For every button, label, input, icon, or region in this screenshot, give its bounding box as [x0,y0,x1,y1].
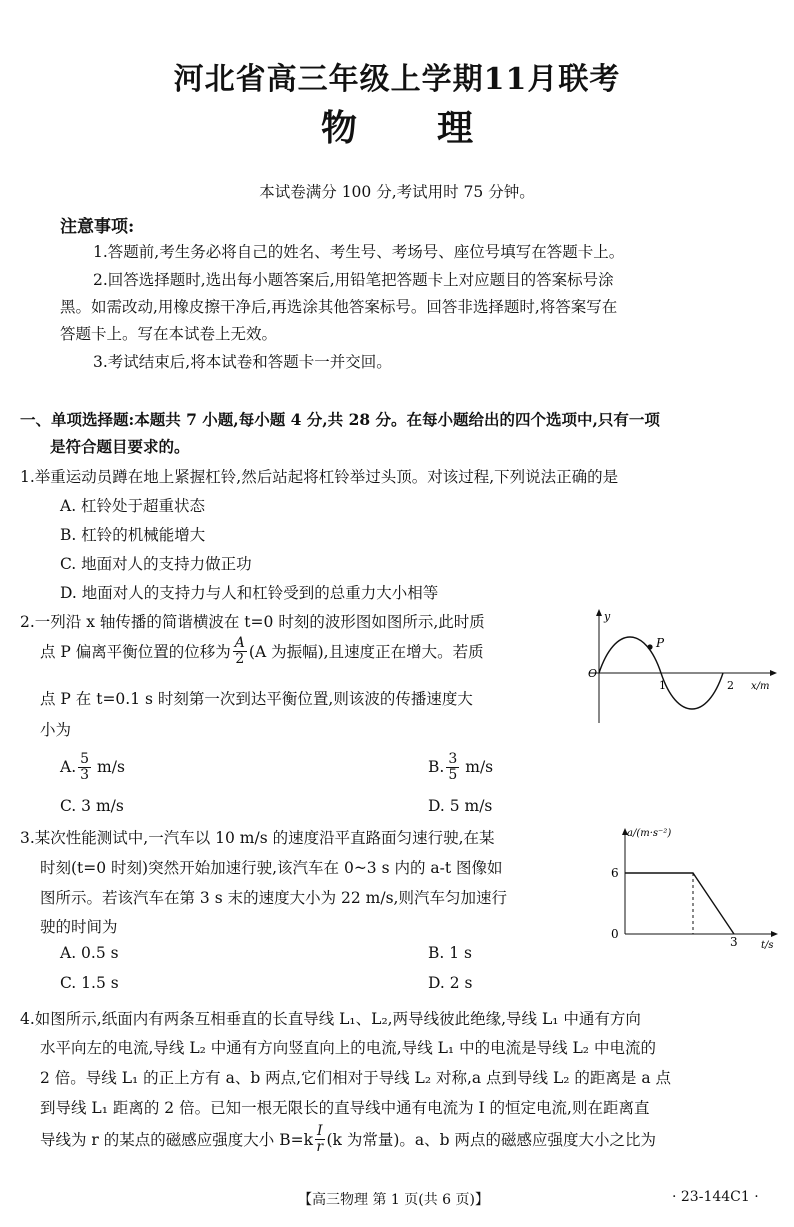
q3-x-label: t/s [761,940,774,950]
q3-at-figure [605,822,785,950]
q2-stem-line-3: 点 P 在 t=0.1 s 时刻第一次到达平衡位置,则该波的传播速度大 [40,690,473,708]
q2-option-a-frac [78,752,91,782]
q2-option-a-label: A. [60,758,77,777]
q2-x-tick-1: 1 [659,679,666,692]
q2-option-b-frac [446,752,459,782]
q2-stem-2b: (A 为振幅),且速度正在增大。若质 [248,643,484,662]
notice-line-1: 1.答题前,考生务必将自己的姓名、考生号、考场号、座位号填写在答题卡上。 [93,243,625,261]
q2-option-b-num: 3 [448,751,458,767]
q2-option-a-num: 5 [80,751,90,767]
notice-line-4: 答题卡上。写在本试卷上无效。 [60,325,278,343]
subject-char-1: 物 [320,107,357,149]
section-heading-line-1: 一、单项选择题:本题共 7 小题,每小题 4 分,共 28 分。在每小题给出的四个选项中,只有一项 [20,410,660,429]
q2-y-label: y [604,610,611,623]
subject-title [0,100,794,151]
q3-option-d: D. 2 s [428,974,473,992]
q2-frac-den: 2 [235,650,245,667]
q4-stem-5a: 导线为 r 的某点的磁感应强度大小 B=k [40,1131,313,1150]
footer-code: · 23-144C1 · [672,1189,759,1205]
q3-stem-line-1: 3.某次性能测试中,一汽车以 10 m/s 的速度沿平直路面匀速行驶,在某 [20,829,495,847]
q2-point-p [647,644,652,649]
q2-y-arrow [596,609,602,616]
footer-page-info: 【高三物理 第 1 页(共 6 页)】 [298,1192,489,1208]
q3-y-tick-6: 6 [611,866,619,880]
q4-stem-5b: (k 为常量)。a、b 两点的磁感应强度大小之比为 [326,1131,657,1150]
q2-fraction [233,636,247,666]
q3-y-label: a/(m·s⁻²) [627,828,672,839]
q4-stem-line-5 [40,1124,656,1154]
q4-stem-line-3: 2 倍。导线 L₁ 的正上方有 a、b 两点,它们相对于导线 L₂ 对称,a 点到导线 L₂ 的距离是 a 点 [40,1069,672,1087]
notice-line-5: 3.考试结束后,将本试卷和答题卡一并交回。 [93,353,392,371]
q3-stem-line-4: 驶的时间为 [40,918,118,936]
q4-frac-num: I [316,1123,323,1139]
q3-stem-line-3: 图所示。若该汽车在第 3 s 末的速度大小为 22 m/s,则汽车匀加速行 [40,889,507,907]
q3-x-arrow [771,931,778,937]
q1-option-a: A. 杠铃处于超重状态 [60,497,206,515]
notice-heading: 注意事项: [60,217,135,237]
q2-option-a-den: 3 [80,766,90,783]
q2-origin-label: O [588,667,598,680]
q2-frac-num: A [234,635,245,651]
q2-x-arrow [770,670,777,676]
q4-stem-line-2: 水平向左的电流,导线 L₂ 中通有方向竖直向上的电流,导线 L₁ 中的电流是导线 L₂ 中电流的 [40,1039,656,1057]
q1-option-b: B. 杠铃的机械能增大 [60,526,206,544]
notice-line-3: 黑。如需改动,用橡皮擦干净后,再选涂其他答案标号。回答非选择题时,将答案写在 [60,298,618,316]
q3-option-c: C. 1.5 s [60,974,119,992]
q2-x-label: x/m [751,681,770,692]
q2-option-c: C. 3 m/s [60,797,124,815]
q2-x-tick-2: 2 [727,679,734,692]
q2-option-a [60,752,125,782]
q2-point-label: P [656,636,665,650]
q2-option-b [428,752,493,782]
q2-stem-line-4: 小为 [40,721,72,739]
q4-fraction [315,1124,325,1154]
q3-at-line [625,873,734,934]
q2-option-b-den: 5 [448,766,458,783]
exam-meta: 本试卷满分 100 分,考试用时 75 分钟。 [259,183,535,201]
q4-frac-den: r [316,1138,324,1155]
q2-option-b-unit: m/s [465,758,494,777]
subject-char-2: 理 [437,107,474,149]
q2-wave-figure [585,605,785,725]
q3-option-b: B. 1 s [428,944,472,962]
q2-option-a-unit: m/s [97,758,125,777]
q1-option-d: D. 地面对人的支持力与人和杠铃受到的总重力大小相等 [60,584,439,602]
exam-title: 河北省高三年级上学期11月联考 [173,62,621,97]
q2-stem-line-1: 2.一列沿 x 轴传播的简谐横波在 t=0 时刻的波形图如图所示,此时质 [20,613,485,631]
q3-option-a: A. 0.5 s [60,944,119,962]
q2-stem-line-2 [40,636,484,666]
q3-x-tick-3: 3 [730,935,738,949]
notice-line-2: 2.回答选择题时,选出每小题答案后,用铅笔把答题卡上对应题目的答案标号涂 [93,271,614,289]
q1-option-c: C. 地面对人的支持力做正功 [60,555,252,573]
q3-stem-line-2: 时刻(t=0 时刻)突然开始加速行驶,该汽车在 0~3 s 内的 a-t 图像如 [40,859,503,877]
q4-stem-line-1: 4.如图所示,纸面内有两条互相垂直的长直导线 L₁、L₂,两导线彼此绝缘,导线 L₁ 中通有方向 [20,1010,641,1028]
q1-stem: 1.举重运动员蹲在地上紧握杠铃,然后站起将杠铃举过头顶。对该过程,下列说法正确的是 [20,468,619,486]
q2-option-b-label: B. [428,758,445,777]
section-heading-line-2: 是符合题目要求的。 [50,437,190,456]
q4-stem-line-4: 到导线 L₁ 距离的 2 倍。已知一根无限长的直导线中通有电流为 I 的恒定电流,则在距离直 [40,1099,650,1117]
q3-origin-label: 0 [611,927,619,941]
q2-option-d: D. 5 m/s [428,797,493,815]
q2-stem-2a: 点 P 偏离平衡位置的位移为 [40,643,231,662]
